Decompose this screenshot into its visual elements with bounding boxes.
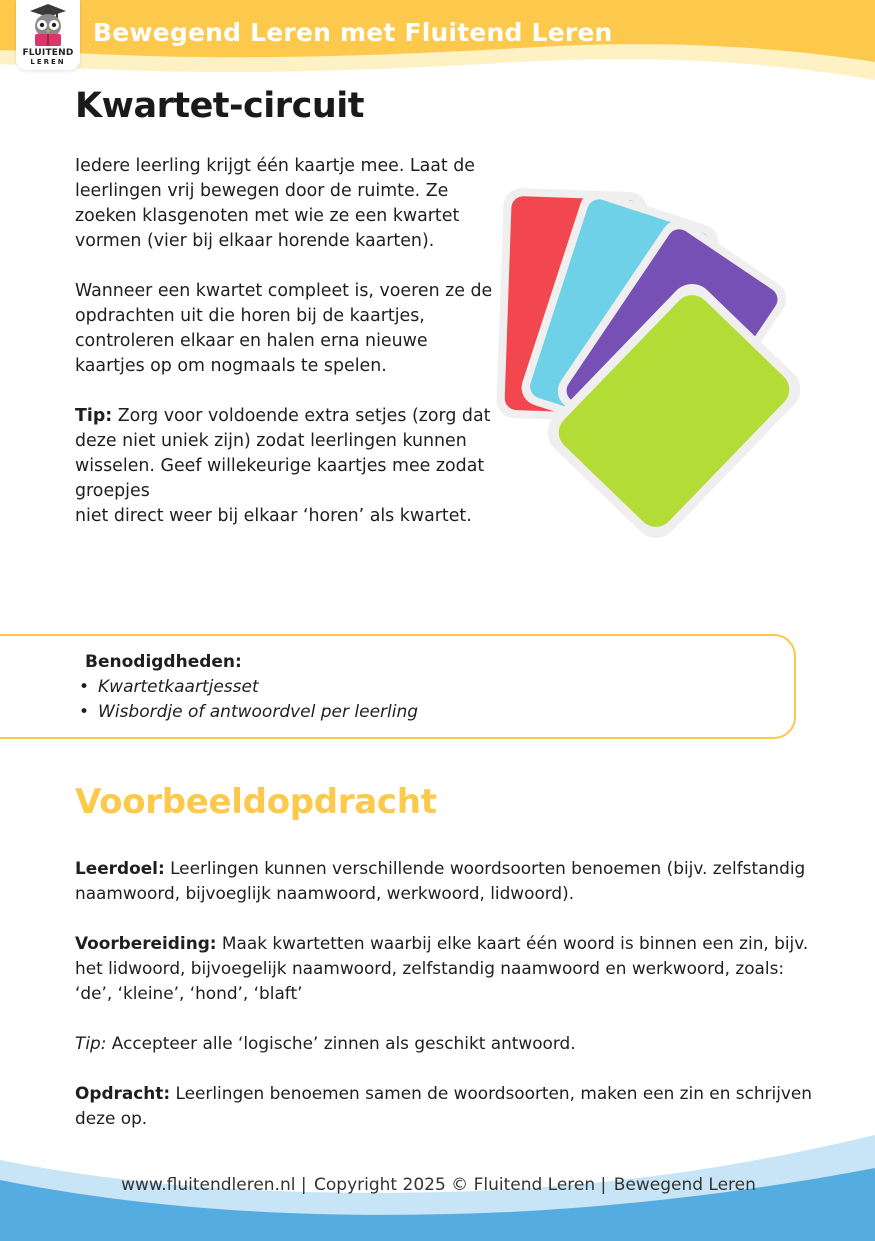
playing-cards-illustration <box>490 180 800 545</box>
intro-paragraph-2: Wanneer een kwartet compleet is, voeren ze de opdrachten uit die horen bij de kaartjes, controleren elkaar en halen erna nieuwe kaartjes op om nogmaals te spelen. <box>75 281 493 376</box>
footer: www.fluitendleren.nl | Copyright 2025 © Fluitend Leren | Bewegend Leren <box>121 1175 756 1195</box>
leerdoel-text: Leerlingen kunnen verschillende woordsoorten benoemen (bijv. zelfstandig naamwoord, bijvoeglijk naamwoord, werkwoord, lidwoord). <box>75 858 806 903</box>
example-tip-paragraph <box>75 1031 820 1056</box>
example-tip-label: Tip: <box>75 1033 107 1053</box>
supplies-item: • Wisbordje of antwoordvel per leerling <box>79 702 419 722</box>
supplies-title: Benodigdheden: <box>85 652 242 672</box>
supplies-item-text: Wisbordje of antwoordvel per leerling <box>98 702 419 722</box>
opdracht-label: Opdracht: <box>75 1083 171 1103</box>
voorbereiding-paragraph <box>75 931 820 1006</box>
leerdoel-paragraph <box>75 856 820 906</box>
supplies-item: • Kwartetkaartjesset <box>79 677 259 697</box>
example-assignment <box>75 856 820 1156</box>
owl-logo-icon <box>30 4 66 48</box>
footer-copyright: Copyright 2025 © Fluitend Leren <box>314 1175 596 1195</box>
logo-wordmark-bottom: LEREN <box>30 58 66 66</box>
supplies-item-text: Kwartetkaartjesset <box>98 677 259 697</box>
brand-logo[interactable] <box>16 0 80 70</box>
opdracht-text: Leerlingen benoemen samen de woordsoorten, maken een zin en schrijven deze op. <box>75 1083 812 1128</box>
footer-site-link[interactable]: www.fluitendleren.nl <box>121 1175 296 1195</box>
intro-paragraph-1: Iedere leerling krijgt één kaartje mee. Laat de leerlingen vrij bewegen door de ruimte. Ze zoeken klasgenoten met wie ze een kwartet vormen (vier bij elkaar horende kaarten). <box>75 156 476 251</box>
footer-section: Bewegend Leren <box>613 1175 756 1195</box>
voorbereiding-text: Maak kwartetten waarbij elke kaart één woord is binnen een zin, bijv. het lidwoord, bijvoegelijk naamwoord, zelfstandig naamwoord en werkwoord, zoals: ‘de’, ‘kleine’, ‘hond’, ‘blaft’ <box>75 933 809 1003</box>
intro-tip-end: niet direct weer bij elkaar ‘horen’ als kwartet. <box>75 506 472 526</box>
intro-text <box>75 154 495 529</box>
page-title: Kwartet-circuit <box>75 86 364 126</box>
voorbereiding-label: Voorbereiding: <box>75 933 217 953</box>
header-title: Bewegend Leren met Fluitend Leren <box>93 18 613 47</box>
tip-text: Zorg voor voldoende extra setjes (zorg dat deze niet uniek zijn) zodat leerlingen kunnen wisselen. Geef willekeurige kaartjes mee zodat groepjes <box>75 406 491 501</box>
example-tip-text: Accepteer alle ‘logische’ zinnen als geschikt antwoord. <box>106 1033 576 1053</box>
intro-tip <box>75 404 495 504</box>
leerdoel-label: Leerdoel: <box>75 858 165 878</box>
tip-label: Tip: <box>75 406 113 426</box>
section-title: Voorbeeldopdracht <box>75 782 437 822</box>
logo-wordmark-top: FLUITEND <box>22 48 74 58</box>
